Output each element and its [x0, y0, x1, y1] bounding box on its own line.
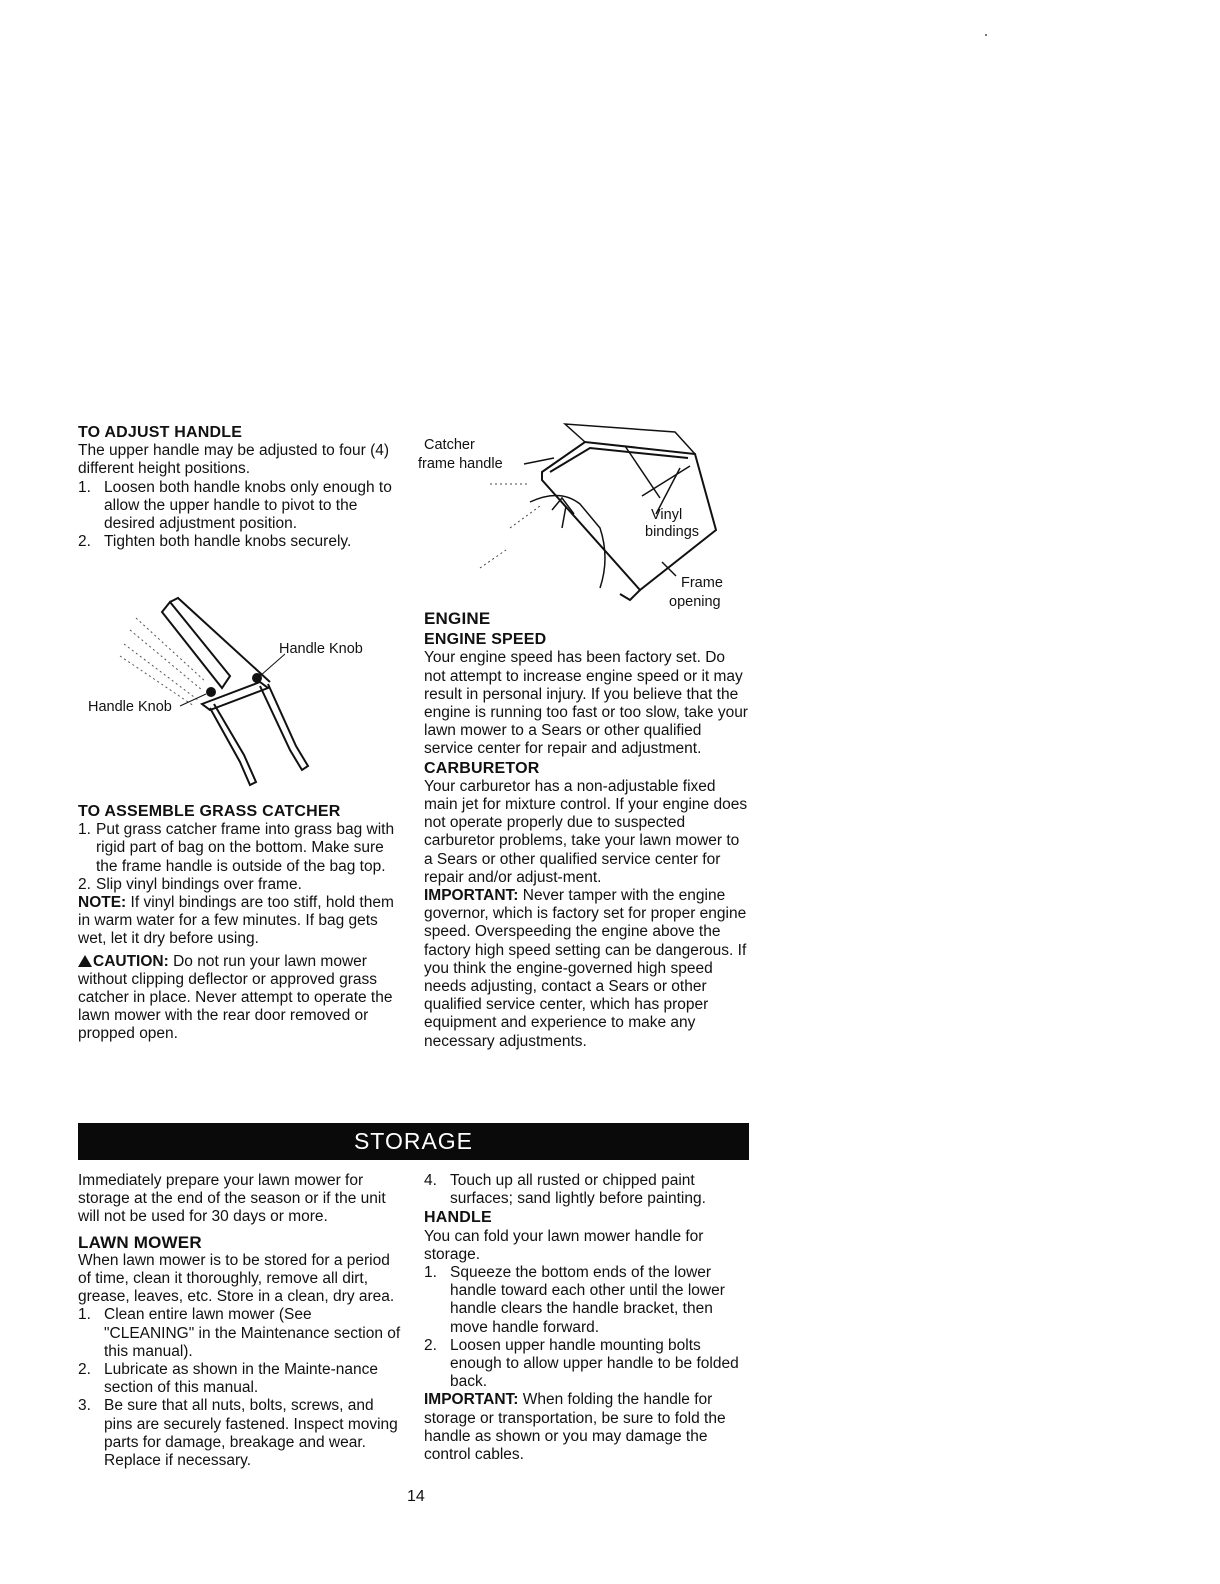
- engine-heading: ENGINE: [424, 609, 491, 628]
- lawn-mower-text: When lawn mower is to be stored for a period of time, clean it thoroughly, remove all dirt, grease, leaves, etc. Store in a clean, dry area.: [78, 1251, 395, 1306]
- handle-steps: [424, 1264, 750, 1391]
- caution-paragraph: CAUTION: Do not run your lawn mower without clipping deflector or approved grass catcher in place. Never attempt to operate the lawn mower with the rear door removed or propped open.: [78, 952, 393, 1043]
- list-item: 3. Be sure that all nuts, bolts, screws, and pins are securely fastened. Inspect moving parts for damage, breakage and wear. Replace if necessary.: [78, 1397, 398, 1470]
- grass-catcher-heading: TO ASSEMBLE GRASS CATCHER: [78, 803, 341, 820]
- engine-speed-text: Your engine speed has been factory set. Do not attempt to increase engine speed or it may result in personal injury. If you believe that the engine is running too fast or too slow, take your lawn mower to a Sears or other qualified service center for repair and adjustment.: [424, 649, 748, 758]
- storage-banner: STORAGE: [78, 1123, 749, 1160]
- grass-catcher-steps: [78, 821, 408, 894]
- list-item: 1. Squeeze the bottom ends of the lower handle toward each other until the lower handle clears the handle bracket, then move handle forward.: [424, 1264, 725, 1336]
- vinyl-label: Vinyl: [651, 507, 683, 523]
- grass-catcher-section: [78, 803, 408, 1044]
- scan-speck: [985, 34, 987, 36]
- handle-knob-label-right: Handle Knob: [279, 641, 363, 657]
- list-item: 2. Tighten both handle knobs securely.: [78, 533, 352, 551]
- handle-knob-label-left: Handle Knob: [88, 699, 172, 715]
- engine-speed-heading: ENGINE SPEED: [424, 631, 547, 649]
- list-item: 2. Slip vinyl bindings over frame.: [78, 875, 302, 893]
- adjust-handle-section: [78, 424, 398, 551]
- handle-knob-left: [206, 687, 216, 697]
- storage-left-column: [78, 1172, 406, 1470]
- storage-steps: [78, 1306, 406, 1470]
- list-item: 1. Put grass catcher frame into grass bag with rigid part of bag on the bottom. Make sure the frame handle is outside of the bag top.: [78, 821, 395, 875]
- list-item: 2. Lubricate as shown in the Mainte-nance section of this manual.: [78, 1361, 378, 1397]
- opening-label: opening: [669, 594, 721, 610]
- carburetor-heading: CARBURETOR: [424, 759, 540, 777]
- engine-important-paragraph: IMPORTANT: Never tamper with the engine governor, which is factory set for proper engine speed. Overspeeding the engine above the factory high speed setting can be dangerous. If you think the engine-governed high speed needs adjusting, contact a Sears or other qualified service center, which has proper equipment and experience to make any necessary adjustments.: [424, 887, 747, 1050]
- adjust-handle-intro: The upper handle may be adjusted to four (4) different height positions.: [78, 442, 390, 478]
- handle-heading: HANDLE: [424, 1209, 492, 1227]
- note-paragraph: NOTE: If vinyl bindings are too stiff, hold them in warm water for a few minutes. If bag gets wet, let it dry before using.: [78, 894, 394, 948]
- handle-text: You can fold your lawn mower handle for storage.: [424, 1227, 704, 1263]
- adjust-handle-steps: [78, 479, 398, 552]
- frame-label: Frame: [681, 575, 723, 591]
- list-item: 2. Loosen upper handle mounting bolts enough to allow upper handle to be folded back.: [424, 1336, 739, 1391]
- handle-knob-figure: [110, 590, 330, 790]
- frame-handle-label: frame handle: [418, 456, 503, 472]
- storage-important-paragraph: IMPORTANT: When folding the handle for storage or transportation, be sure to fold the handle as shown or you may damage the control cables.: [424, 1391, 726, 1464]
- storage-right-column: [424, 1172, 750, 1464]
- lawn-mower-heading: LAWN MOWER: [78, 1232, 202, 1252]
- storage-steps-continued: [424, 1172, 750, 1208]
- list-item: 4. Touch up all rusted or chipped paint surfaces; sand lightly before painting.: [424, 1172, 706, 1208]
- carburetor-text: Your carburetor has a non-adjustable fixed main jet for mixture control. If your engine does not operate properly due to suspected carburetor problems, take your lawn mower to a Sears or other qualified service center for repair and/or adjust-ment.: [424, 777, 748, 886]
- page-number: 14: [407, 1488, 425, 1505]
- catcher-label: Catcher: [424, 437, 475, 453]
- list-item: 1. Clean entire lawn mower (See "CLEANING" in the Maintenance section of this manual).: [78, 1306, 401, 1360]
- bindings-label: bindings: [645, 524, 700, 540]
- storage-intro: Immediately prepare your lawn mower for storage at the end of the season or if the unit will not be used for 30 days or more.: [78, 1172, 386, 1226]
- engine-section: [424, 610, 750, 1051]
- adjust-handle-heading: TO ADJUST HANDLE: [78, 424, 243, 441]
- caution-triangle-icon: [78, 955, 92, 967]
- handle-knob-right: [252, 673, 262, 683]
- list-item: 1. Loosen both handle knobs only enough to allow the upper handle to pivot to the desired adjustment position.: [78, 478, 392, 533]
